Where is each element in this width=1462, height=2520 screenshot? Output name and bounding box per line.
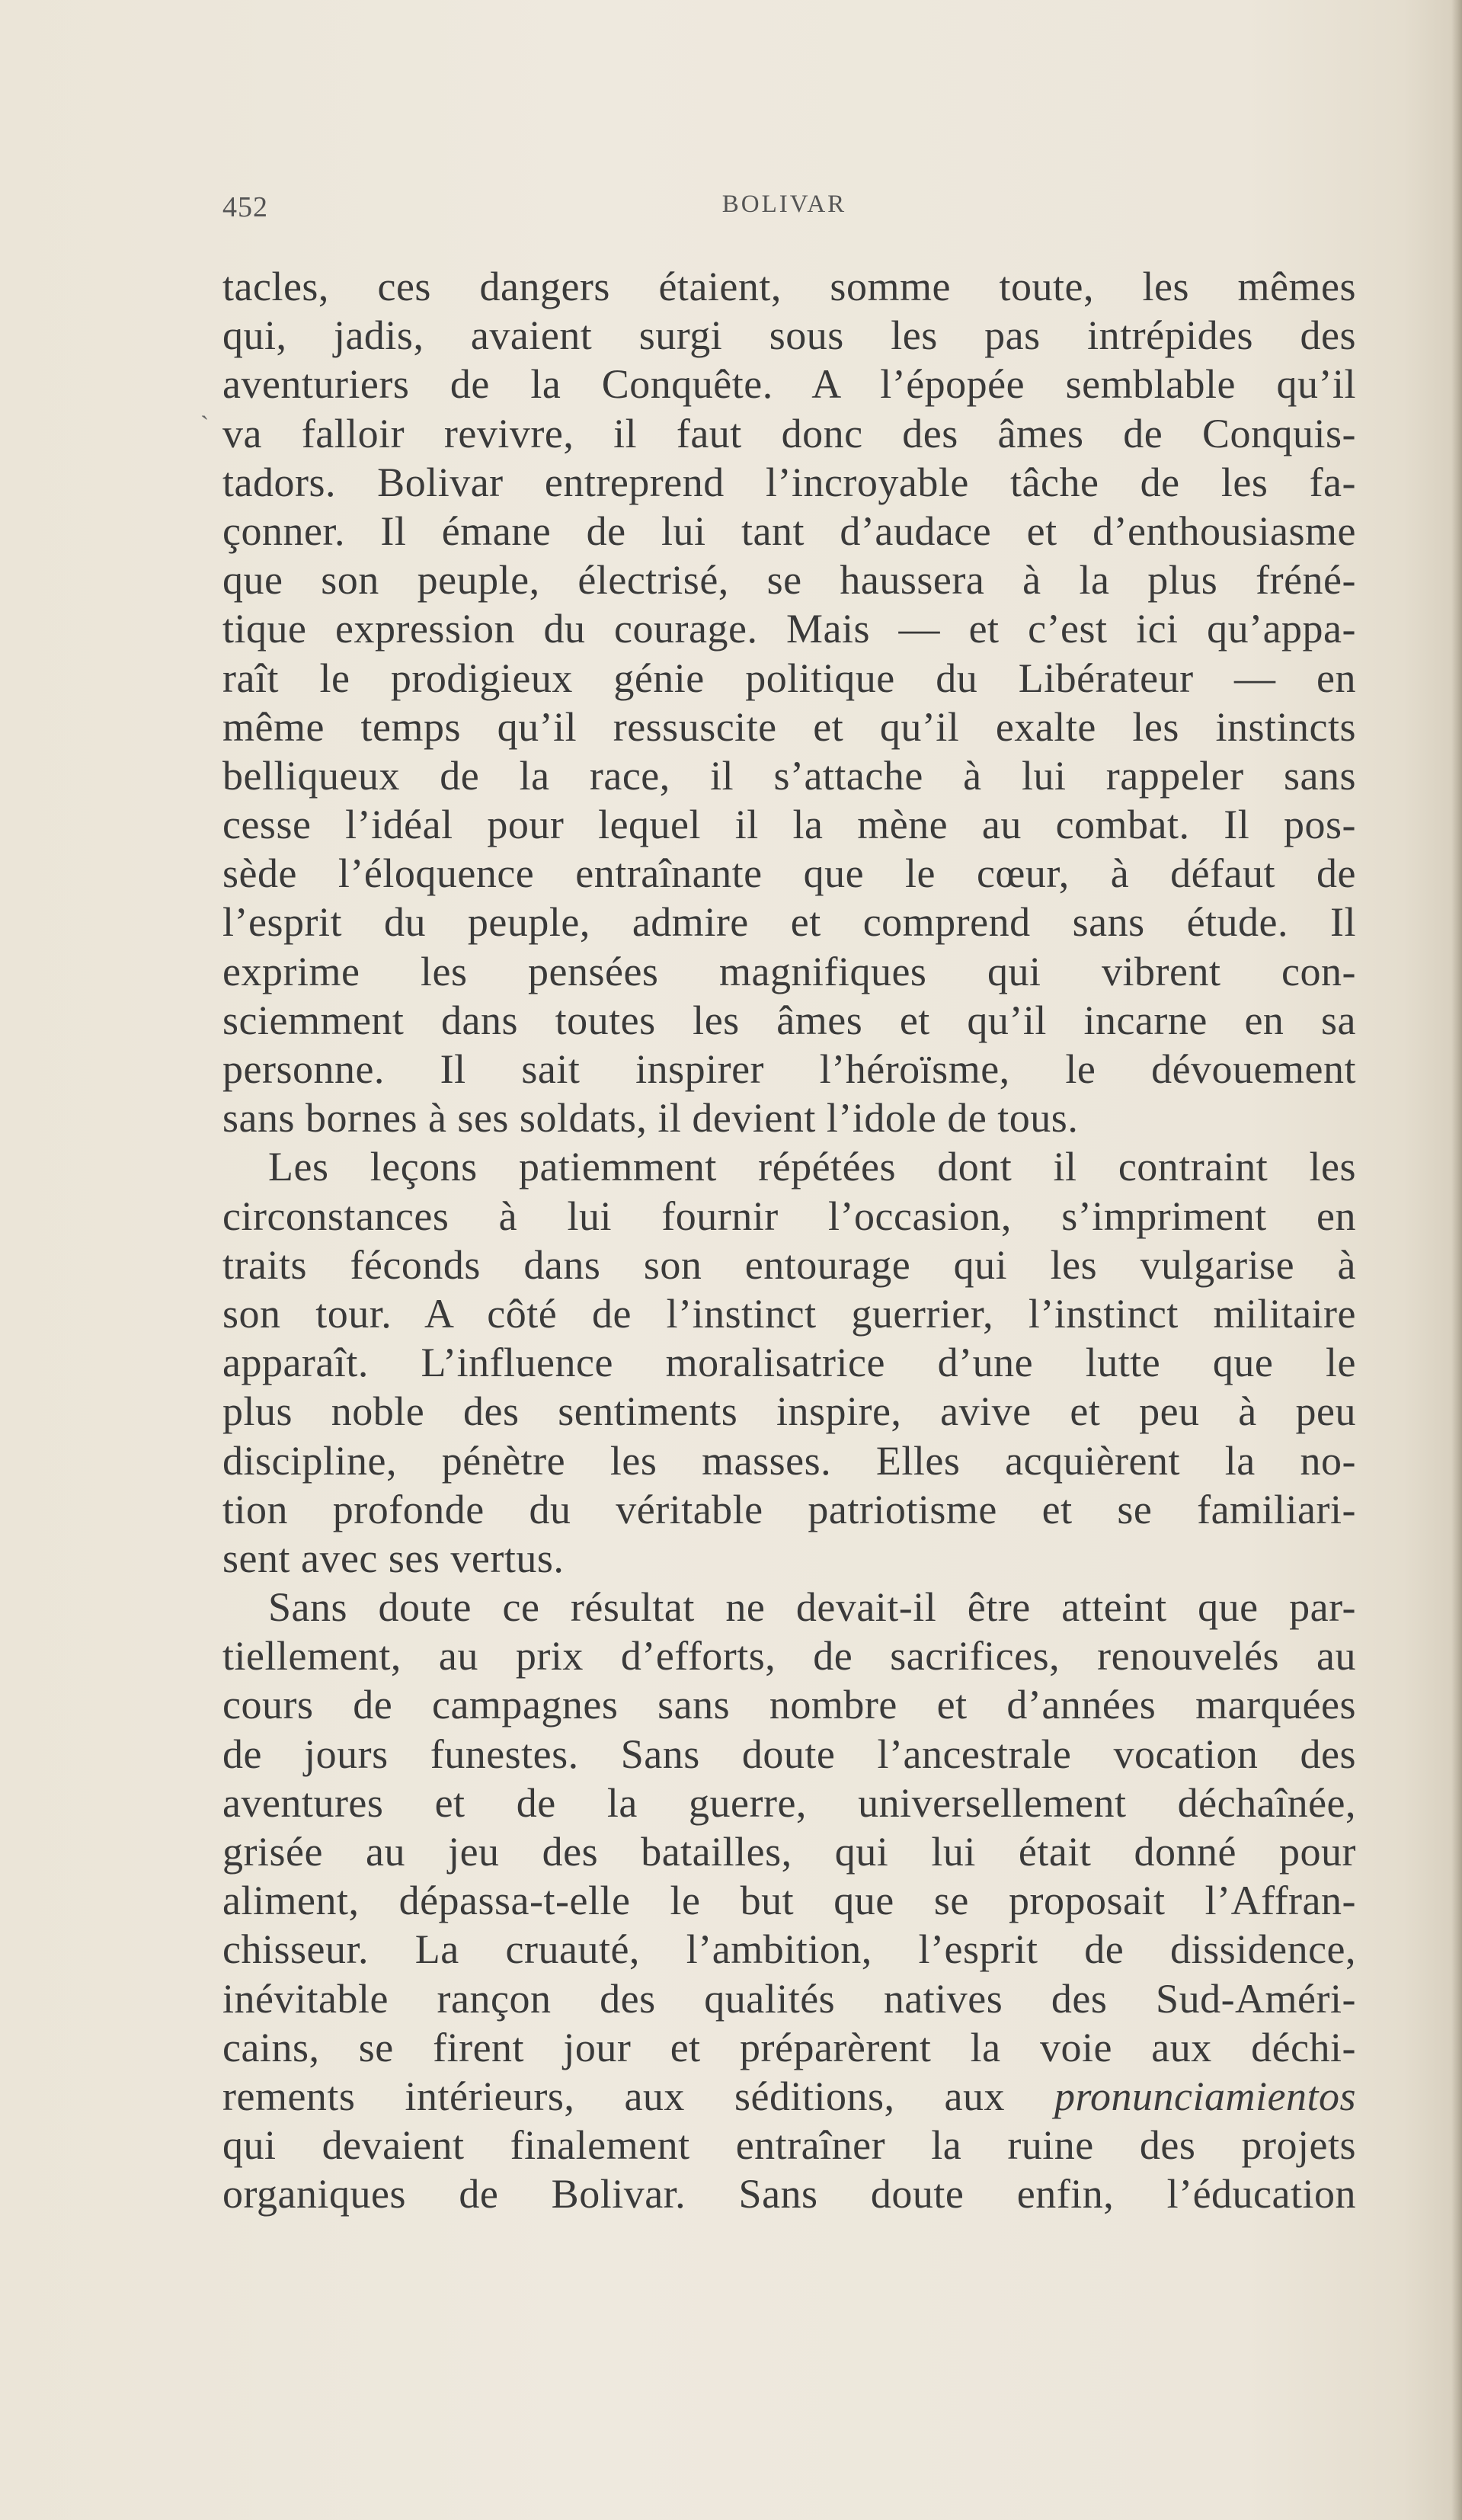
text-line: même temps qu’il ressuscite et qu’il exalte les instincts xyxy=(222,703,1356,750)
text-line: discipline, pénètre les masses. Elles acquièrent la no- xyxy=(222,1437,1356,1484)
running-title: BOLIVAR xyxy=(721,191,847,218)
text-segment: rements intérieurs, aux séditions, aux xyxy=(222,2073,1055,2119)
text-line: grisée au jeu des batailles, qui lui était donné pour xyxy=(222,1829,1356,1875)
text-line: tadors. Bolivar entreprend l’incroyable tâche de les fa- xyxy=(222,459,1356,505)
italic-term: pronunciamientos xyxy=(1054,2073,1356,2119)
text-line: de jours funestes. Sans doute l’ancestrale vocation des xyxy=(222,1731,1356,1777)
text-line: Les leçons patiemment répétées dont il contraint les xyxy=(268,1144,1356,1190)
running-header xyxy=(222,191,1346,224)
text-line: que son peuple, électrisé, se haussera à la plus fréné- xyxy=(222,557,1356,604)
page-edge-shadow xyxy=(1451,0,1462,2520)
text-line: va falloir revivre, il faut donc des âmes de Conquis- xyxy=(222,410,1356,456)
text-line-with-italic xyxy=(222,2072,1356,2121)
text-line: raît le prodigieux génie politique du Libérateur — en xyxy=(222,655,1356,701)
text-line: chisseur. La cruauté, l’ambition, l’esprit de dissidence, xyxy=(222,1926,1356,1973)
page-number: 452 xyxy=(222,191,268,223)
text-line: l’esprit du peuple, admire et comprend sans étude. Il xyxy=(222,899,1356,946)
text-line: tacles, ces dangers étaient, somme toute, les mêmes xyxy=(222,264,1356,309)
margin-mark: ` xyxy=(200,411,210,440)
text-line: plus noble des sentiments inspire, avive et peu à peu xyxy=(222,1388,1356,1435)
text-line: tiellement, au prix d’efforts, de sacrifices, renouvelés au xyxy=(222,1633,1356,1679)
text-line: cesse l’idéal pour lequel il la mène au combat. Il pos- xyxy=(222,802,1356,848)
text-line: inévitable rançon des qualités natives des Sud-Améri- xyxy=(222,1975,1356,2022)
text-line: aventuriers de la Conquête. A l’épopée semblable qu’il xyxy=(222,361,1356,408)
text-line: sent avec ses vertus. xyxy=(222,1535,565,1581)
text-line: sans bornes à ses soldats, il devient l’idole de tous. xyxy=(222,1095,1079,1142)
text-line: Sans doute ce résultat ne devait-il être atteint que par- xyxy=(268,1584,1356,1631)
text-line: cours de campagnes sans nombre et d’années marquées xyxy=(222,1682,1356,1728)
text-line: circonstances à lui fournir l’occasion, s’impriment en xyxy=(222,1193,1356,1239)
text-line: exprime les pensées magnifiques qui vibrent con- xyxy=(222,948,1356,994)
text-line: personne. Il sait inspirer l’héroïsme, le dévouement xyxy=(222,1046,1356,1092)
text-line: apparaît. L’influence moralisatrice d’une lutte que le xyxy=(222,1340,1356,1386)
text-line: traits féconds dans son entourage qui les vulgarise à xyxy=(222,1241,1356,1288)
text-line: tique expression du courage. Mais — et c’est ici qu’appa- xyxy=(222,606,1356,652)
text-line: sciemment dans toutes les âmes et qu’il incarne en sa xyxy=(222,997,1356,1043)
text-line: son tour. A côté de l’instinct guerrier, l’instinct militaire xyxy=(222,1290,1356,1337)
text-line: organiques de Bolivar. Sans doute enfin, l’éducation xyxy=(222,2171,1356,2217)
text-line: aliment, dépassa-t-elle le but que se proposait l’Affran- xyxy=(222,1878,1356,1924)
text-line: cains, se firent jour et préparèrent la voie aux déchi- xyxy=(222,2024,1356,2070)
body-text xyxy=(222,262,1356,2219)
text-line: qui devaient finalement entraîner la ruine des projets xyxy=(222,2122,1356,2169)
text-line: aventures et de la guerre, universellement déchaînée, xyxy=(222,1779,1356,1826)
text-line: qui, jadis, avaient surgi sous les pas intrépides des xyxy=(222,312,1356,359)
text-line: tion profonde du véritable patriotisme et se familiari- xyxy=(222,1486,1356,1532)
text-line: belliqueux de la race, il s’attache à lui rappeler sans xyxy=(222,752,1356,799)
text-line: sède l’éloquence entraînante que le cœur, à défaut de xyxy=(222,850,1356,897)
text-line: çonner. Il émane de lui tant d’audace et d’enthousiasme xyxy=(222,508,1356,554)
